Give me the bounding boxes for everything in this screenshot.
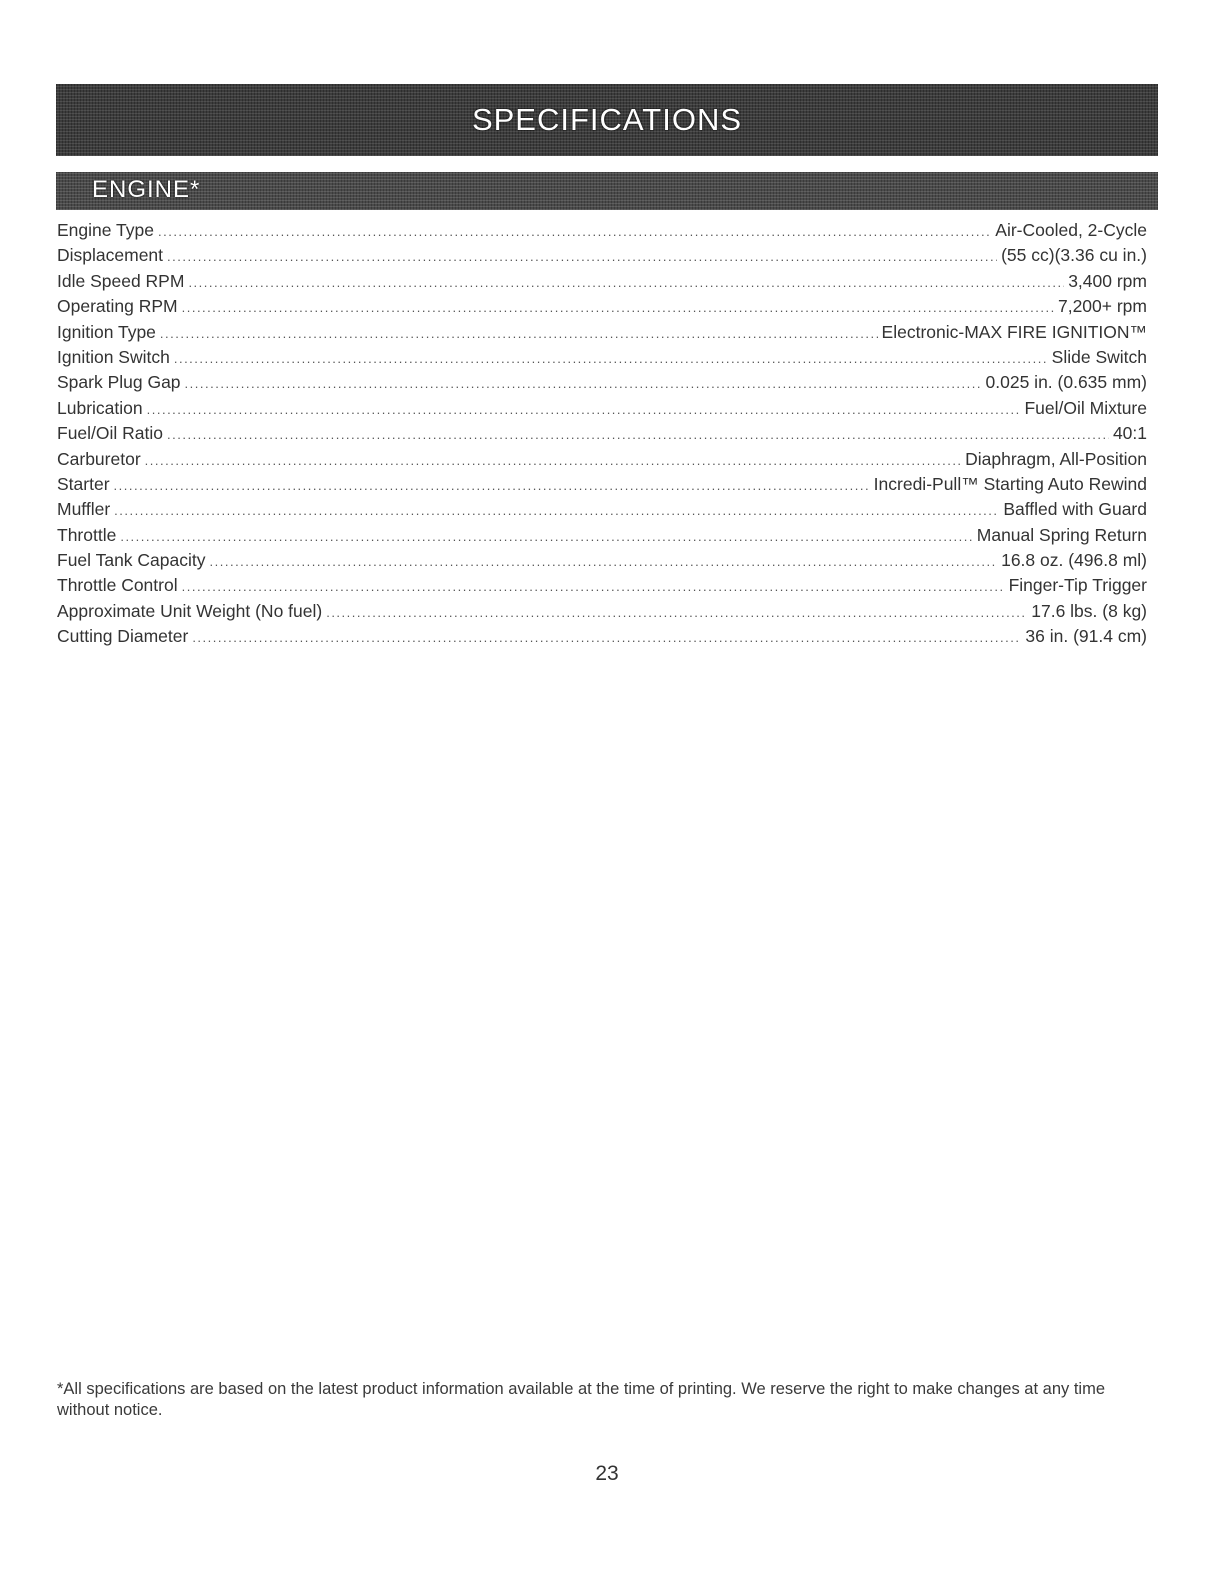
spec-row bbox=[57, 447, 1147, 472]
spec-value: 7,200+ rpm bbox=[1057, 296, 1147, 317]
spec-row bbox=[57, 294, 1147, 319]
spec-label: Ignition Switch bbox=[57, 346, 170, 367]
spec-value: 17.6 lbs. (8 kg) bbox=[1031, 600, 1147, 621]
spec-label: Starter bbox=[57, 473, 110, 494]
spec-row bbox=[57, 370, 1147, 395]
spec-value: Fuel/Oil Mixture bbox=[1024, 397, 1147, 418]
dot-leader bbox=[120, 524, 972, 549]
spec-value: 3,400 rpm bbox=[1068, 270, 1147, 291]
spec-value: 16.8 oz. (496.8 ml) bbox=[1001, 550, 1147, 571]
spec-row bbox=[57, 345, 1147, 370]
spec-label: Fuel Tank Capacity bbox=[57, 550, 206, 571]
page-title: SPECIFICATIONS bbox=[471, 102, 743, 137]
dot-leader bbox=[192, 625, 1021, 650]
dot-leader bbox=[188, 270, 1064, 295]
dot-leader bbox=[182, 574, 1005, 599]
footnote: *All specifications are based on the latest product information available at the time of printing. We reserve the right to make changes at any time without notice. bbox=[57, 1379, 1106, 1419]
spec-label: Ignition Type bbox=[57, 321, 156, 342]
spec-row bbox=[57, 599, 1147, 624]
dot-leader bbox=[114, 473, 870, 498]
spec-value: 0.025 in. (0.635 mm) bbox=[985, 372, 1147, 393]
spec-value: (55 cc)(3.36 cu in.) bbox=[1001, 245, 1147, 266]
specifications-title-bar bbox=[56, 84, 1158, 156]
dot-leader bbox=[145, 448, 961, 473]
spec-row bbox=[57, 573, 1147, 598]
dot-leader bbox=[147, 397, 1021, 422]
spec-row bbox=[57, 497, 1147, 522]
engine-section-bar bbox=[56, 172, 1158, 210]
spec-value: Slide Switch bbox=[1051, 346, 1147, 367]
dot-leader bbox=[167, 422, 1109, 447]
spec-value: Finger-Tip Trigger bbox=[1008, 575, 1147, 596]
spec-label: Throttle Control bbox=[57, 575, 178, 596]
spec-label: Approximate Unit Weight (No fuel) bbox=[57, 600, 323, 621]
spec-row bbox=[57, 320, 1147, 345]
spec-label: Carburetor bbox=[57, 448, 141, 469]
spec-label: Idle Speed RPM bbox=[57, 270, 185, 291]
spec-row bbox=[57, 523, 1147, 548]
spec-list bbox=[57, 218, 1147, 650]
spec-value: Manual Spring Return bbox=[976, 524, 1147, 545]
spec-label: Throttle bbox=[57, 524, 117, 545]
dot-leader bbox=[114, 498, 999, 523]
spec-row bbox=[57, 548, 1147, 573]
spec-row bbox=[57, 218, 1147, 243]
page-number: 23 bbox=[595, 1462, 619, 1485]
dot-leader bbox=[185, 371, 982, 396]
dot-leader bbox=[158, 219, 991, 244]
section-heading: ENGINE* bbox=[92, 176, 201, 203]
spec-row bbox=[57, 269, 1147, 294]
spec-label: Cutting Diameter bbox=[57, 626, 189, 647]
spec-label: Engine Type bbox=[57, 220, 154, 240]
spec-row bbox=[57, 421, 1147, 446]
spec-label: Spark Plug Gap bbox=[57, 372, 181, 393]
spec-value: 36 in. (91.4 cm) bbox=[1025, 626, 1147, 647]
spec-row bbox=[57, 243, 1147, 268]
spec-row bbox=[57, 624, 1147, 649]
spec-value: Baffled with Guard bbox=[1003, 499, 1147, 520]
spec-label: Muffler bbox=[57, 499, 111, 520]
spec-label: Fuel/Oil Ratio bbox=[57, 423, 164, 444]
dot-leader bbox=[167, 244, 997, 269]
dot-leader bbox=[210, 549, 998, 574]
spec-value: Diaphragm, All-Position bbox=[965, 448, 1147, 469]
dot-leader bbox=[182, 295, 1054, 320]
dot-leader bbox=[174, 346, 1048, 371]
spec-row bbox=[57, 396, 1147, 421]
spec-value: Incredi-Pull™ Starting Auto Rewind bbox=[873, 473, 1147, 494]
spec-label: Displacement bbox=[57, 245, 164, 266]
dot-leader bbox=[160, 321, 878, 346]
dot-leader bbox=[326, 600, 1027, 625]
spec-value: 40:1 bbox=[1112, 423, 1147, 444]
spec-label: Operating RPM bbox=[57, 296, 178, 317]
spec-row bbox=[57, 472, 1147, 497]
spec-value: Air-Cooled, 2-Cycle bbox=[995, 220, 1147, 240]
spec-label: Lubrication bbox=[57, 397, 143, 418]
spec-value: Electronic-MAX FIRE IGNITION™ bbox=[881, 321, 1147, 342]
